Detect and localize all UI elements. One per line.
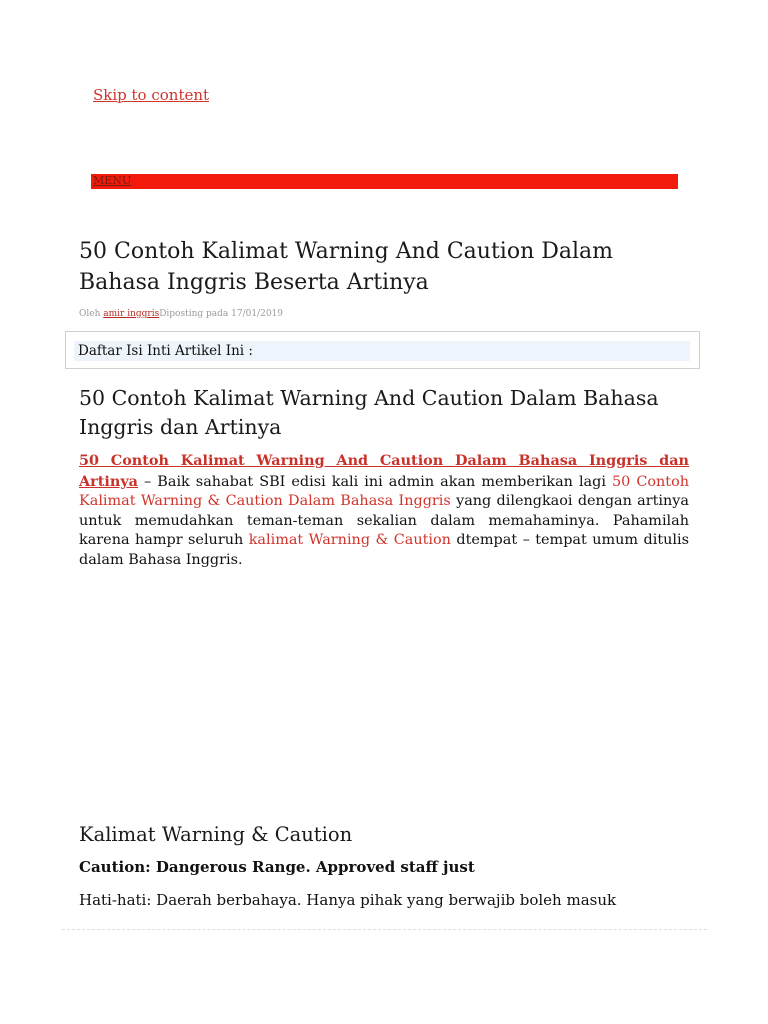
intro-paragraph — [79, 451, 689, 570]
menu-bar — [91, 174, 678, 189]
example-english: Caution: Dangerous Range. Approved staff just — [79, 858, 475, 876]
intro-text-1: – Baik sahabat SBI edisi kali ini admin akan memberikan lagi — [138, 473, 612, 490]
page-title: 50 Contoh Kalimat Warning And Caution Dalam Bahasa Inggris Beserta Artinya — [79, 239, 614, 295]
intro-highlight-1: 50 Contoh Kalimat Warning & Caution Dalam Bahasa Inggris — [79, 473, 690, 509]
meta-by-prefix: Oleh — [79, 309, 104, 319]
author-link[interactable]: amir inggris — [103, 309, 160, 319]
meta-posted-prefix: Diposting pada — [159, 309, 232, 319]
table-of-contents — [65, 331, 700, 369]
intro-title-link[interactable]: 50 Contoh Kalimat Warning And Caution Dalam Bahasa Inggris dan Artinya — [79, 452, 689, 490]
intro-keyword-link[interactable]: kalimat Warning & Caution — [248, 532, 451, 548]
toc-title: Daftar Isi Inti Artikel Ini : — [78, 343, 253, 359]
menu-toggle[interactable]: MENU — [93, 174, 132, 187]
skip-to-content-link[interactable]: Skip to content — [93, 86, 210, 104]
example-indonesian: Hati-hati: Daerah berbahaya. Hanya pihak yang berwajib boleh masuk — [79, 891, 617, 909]
post-date: 17/01/2019 — [231, 309, 283, 319]
intro-text-2: yang dilengkaoi dengan artinya untuk memudahkan teman-teman sekalian dalam memahaminya. Pahamilah karena hampr seluruh — [79, 493, 689, 548]
post-meta — [79, 309, 283, 319]
intro-text-3: dtempat – tempat umum ditulis dalam Bahasa Inggris. — [79, 532, 689, 568]
subheading: Kalimat Warning & Caution — [79, 823, 353, 846]
section-heading: 50 Contoh Kalimat Warning And Caution Dalam Bahasa Inggris dan Artinya — [79, 386, 659, 439]
toc-header[interactable] — [74, 341, 690, 361]
divider — [62, 929, 707, 930]
